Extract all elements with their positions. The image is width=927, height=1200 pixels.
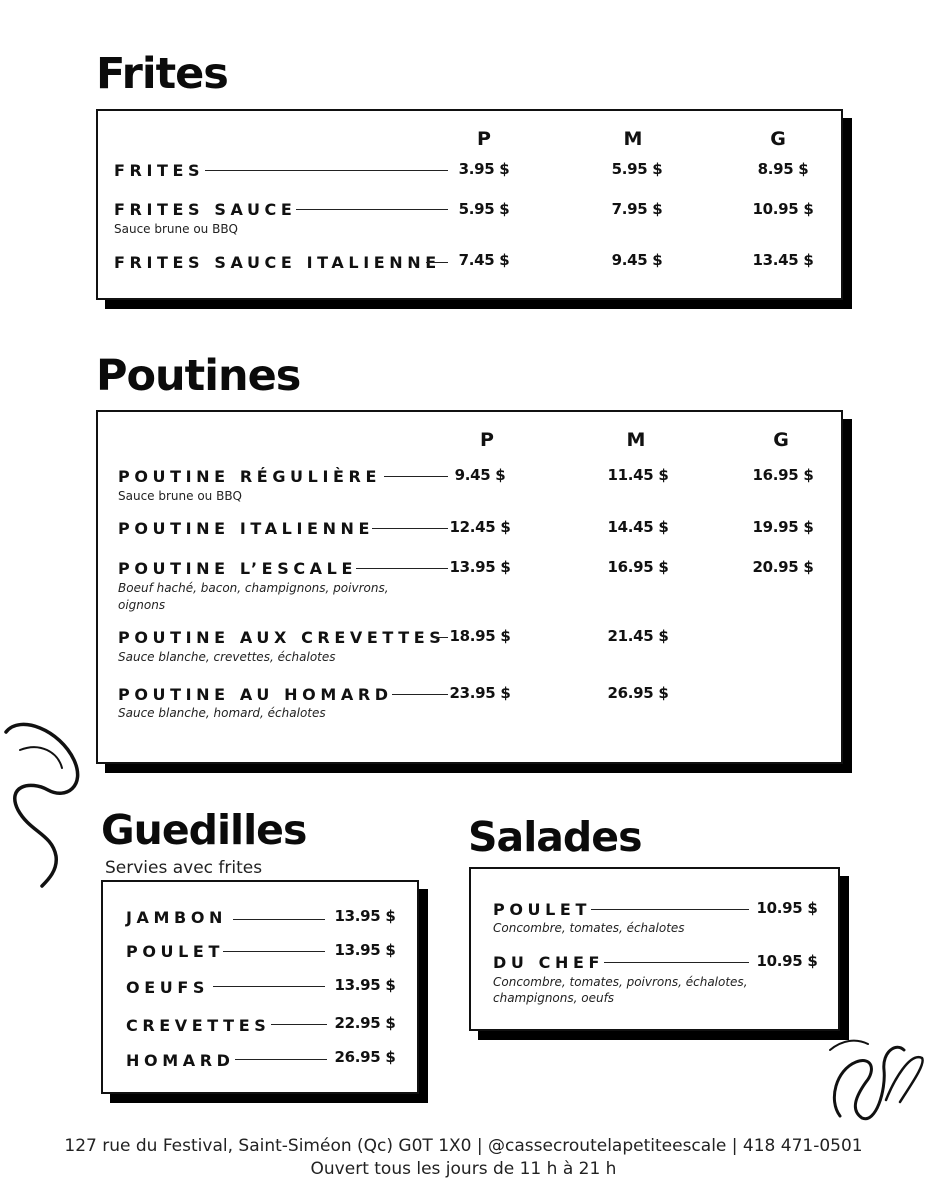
salade-item-name: POULET	[493, 900, 591, 919]
frites-price-g: 13.45 $	[752, 251, 814, 269]
leader-line	[384, 476, 448, 477]
salades-panel	[469, 867, 840, 1031]
frites-price-m: 5.95 $	[611, 160, 663, 178]
poutine-price-p: 13.95 $	[449, 558, 511, 576]
frites-price-p: 3.95 $	[458, 160, 510, 178]
frites-price-p: 7.45 $	[458, 251, 510, 269]
poutine-price-m: 21.45 $	[607, 627, 669, 645]
frites-title: Frites	[96, 49, 228, 99]
salade-item-name: DU CHEF	[493, 953, 605, 972]
guedille-price: 13.95 $	[334, 976, 396, 994]
guedilles-subtitle: Servies avec frites	[105, 858, 263, 878]
guedille-item-name: HOMARD	[126, 1051, 235, 1070]
poutine-item-name: POUTINE L’ESCALE	[118, 559, 357, 578]
poutines-title: Poutines	[96, 351, 301, 401]
frites-price-g: 10.95 $	[752, 200, 814, 218]
leader-line	[372, 528, 448, 529]
salade-item-desc: Concombre, tomates, poivrons, échalotes,	[493, 975, 748, 989]
footer-address: 127 rue du Festival, Saint-Siméon (Qc) G0T 1X0 | @cassecroutelapetiteescale | 418 471-0501	[64, 1136, 863, 1156]
frites-price-p: 5.95 $	[458, 200, 510, 218]
frites-item-name: FRITES SAUCE	[114, 200, 297, 219]
guedille-price: 26.95 $	[334, 1048, 396, 1066]
leader-line	[296, 209, 448, 210]
poutine-item-desc: Sauce blanche, homard, échalotes	[118, 706, 326, 720]
poutines-header-p: P	[480, 429, 494, 451]
frites-price-m: 9.45 $	[611, 251, 663, 269]
frites-item-name: FRITES SAUCE ITALIENNE	[114, 253, 441, 272]
poutine-price-m: 26.95 $	[607, 684, 669, 702]
frites-item-name: FRITES	[114, 161, 205, 180]
guedille-item-name: JAMBON	[126, 908, 228, 927]
guedille-item-name: POULET	[126, 942, 224, 961]
poutine-item-desc: Sauce blanche, crevettes, échalotes	[118, 650, 336, 664]
frites-header-g: G	[770, 128, 786, 150]
frites-header-p: P	[477, 128, 491, 150]
guedille-item-name: CREVETTES	[126, 1016, 271, 1035]
leader-line	[591, 909, 749, 910]
leader-line	[223, 951, 325, 952]
leader-line	[604, 962, 749, 963]
guedille-price: 22.95 $	[334, 1014, 396, 1032]
salade-price: 10.95 $	[756, 899, 818, 917]
leader-line	[213, 986, 325, 987]
swirl-decoration-icon	[0, 720, 110, 890]
poutine-item-desc: Boeuf haché, bacon, champignons, poivrons,	[118, 581, 389, 595]
poutine-price-m: 14.45 $	[607, 518, 669, 536]
frites-item-desc: Sauce brune ou BBQ	[114, 222, 239, 236]
poutine-price-p: 12.45 $	[449, 518, 511, 536]
salade-price: 10.95 $	[756, 952, 818, 970]
poutines-header-m: M	[626, 429, 646, 451]
frites-panel	[96, 109, 843, 300]
leader-line	[205, 170, 448, 171]
guedille-price: 13.95 $	[334, 907, 396, 925]
poutines-header-g: G	[773, 429, 789, 451]
frites-price-g: 8.95 $	[757, 160, 809, 178]
footer-hours: Ouvert tous les jours de 11 h à 21 h	[310, 1159, 617, 1179]
swirl-decoration-icon	[826, 1030, 926, 1125]
poutine-item-desc-line2: oignons	[118, 598, 166, 612]
poutine-item-name: POUTINE RÉGULIÈRE	[118, 467, 381, 486]
poutine-item-name: POUTINE AU HOMARD	[118, 685, 393, 704]
leader-line	[356, 568, 448, 569]
leader-line	[235, 1059, 327, 1060]
salade-item-desc: Concombre, tomates, échalotes	[493, 921, 685, 935]
leader-line	[233, 919, 325, 920]
poutine-price-p: 9.45 $	[454, 466, 506, 484]
poutine-price-g: 19.95 $	[752, 518, 814, 536]
salade-item-desc-line2: champignons, oeufs	[493, 991, 615, 1005]
poutine-item-desc: Sauce brune ou BBQ	[118, 489, 243, 503]
poutine-price-g: 20.95 $	[752, 558, 814, 576]
leader-line	[271, 1024, 327, 1025]
poutines-panel	[96, 410, 843, 764]
frites-price-m: 7.95 $	[611, 200, 663, 218]
guedille-item-name: OEUFS	[126, 978, 209, 997]
poutine-item-name: POUTINE AUX CREVETTES	[118, 628, 446, 647]
guedilles-title: Guedilles	[101, 806, 307, 854]
poutine-item-name: POUTINE ITALIENNE	[118, 519, 375, 538]
poutine-price-g: 16.95 $	[752, 466, 814, 484]
poutine-price-p: 18.95 $	[449, 627, 511, 645]
guedilles-panel	[101, 880, 419, 1094]
frites-header-m: M	[623, 128, 643, 150]
poutine-price-m: 11.45 $	[607, 466, 669, 484]
poutine-price-m: 16.95 $	[607, 558, 669, 576]
poutine-price-p: 23.95 $	[449, 684, 511, 702]
guedille-price: 13.95 $	[334, 941, 396, 959]
salades-title: Salades	[468, 813, 642, 861]
